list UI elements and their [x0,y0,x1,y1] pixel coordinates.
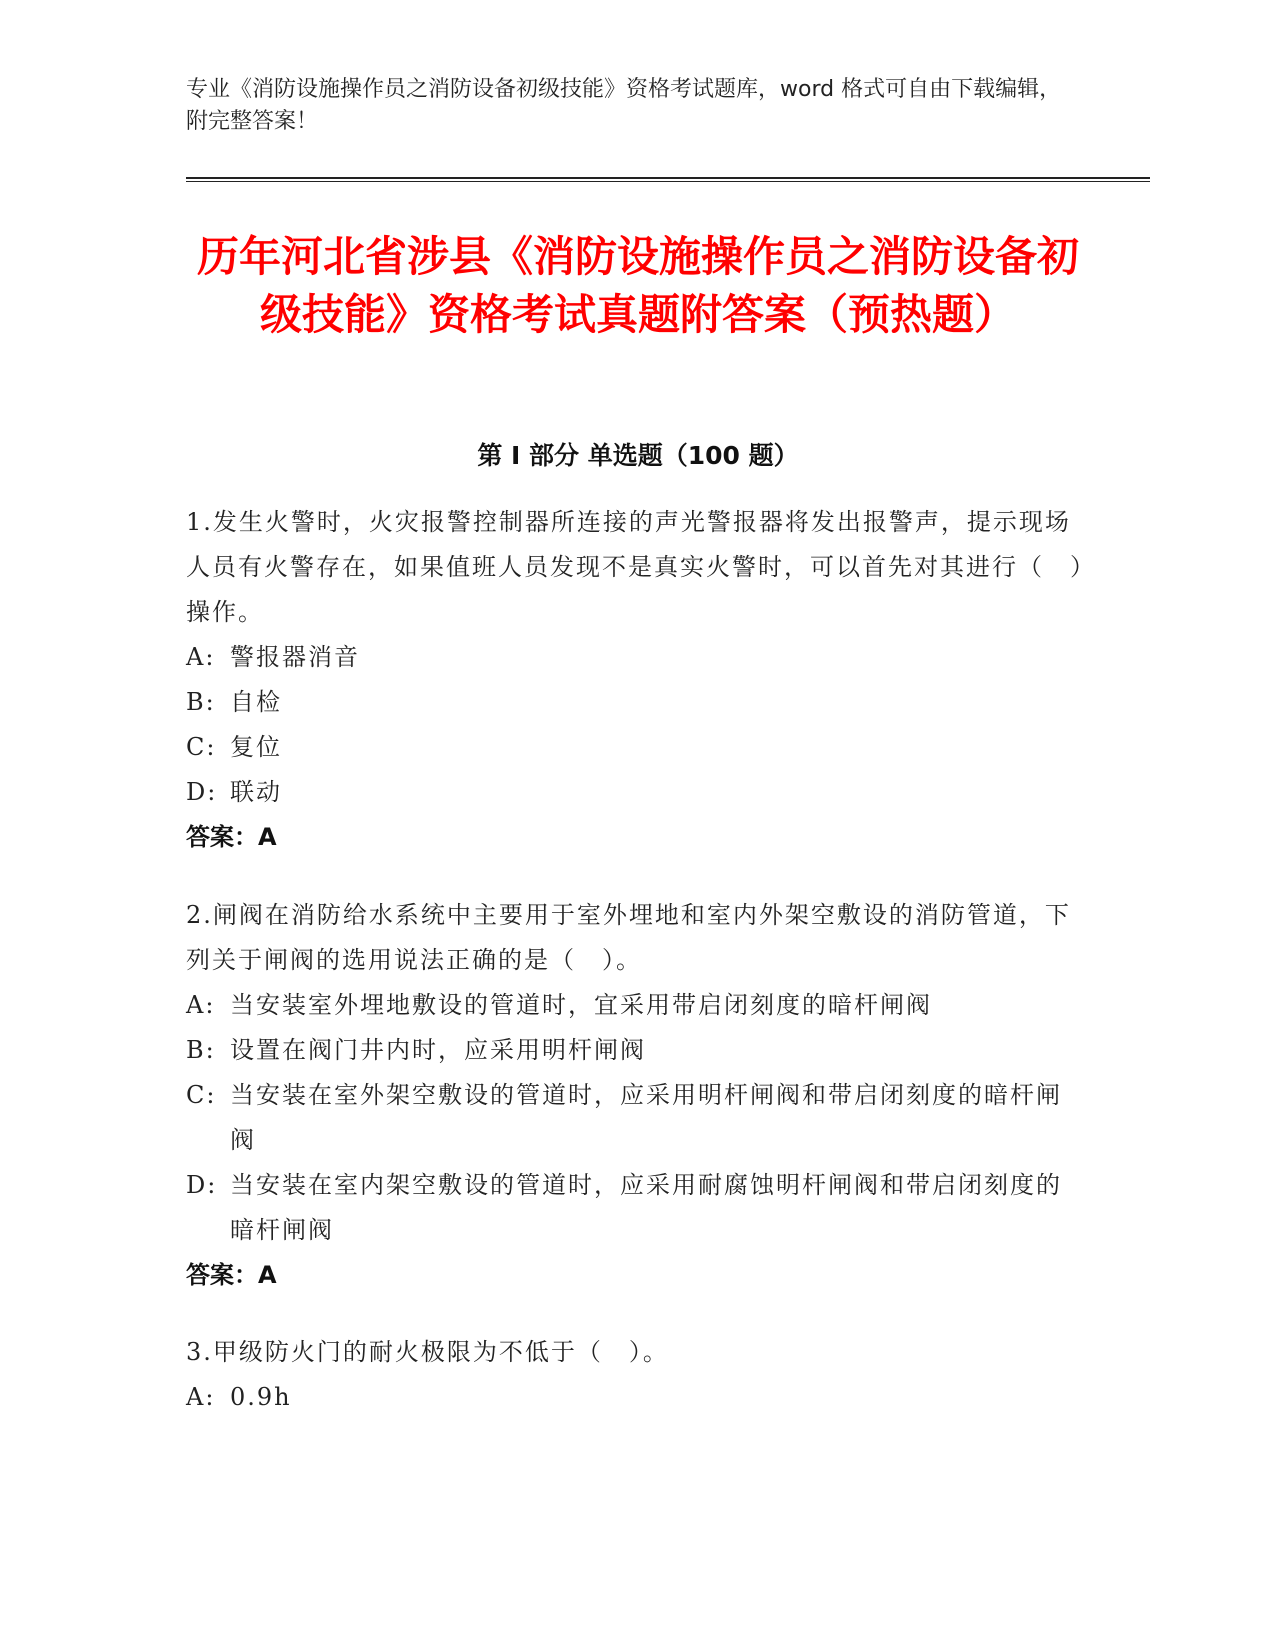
option-letter: B: [186,1036,216,1064]
option-text: 当安装室外埋地敷设的管道时，宜采用带启闭刻度的暗杆闸阀 [230,991,932,1019]
option-text: 复位 [230,733,282,761]
option-text: 联动 [230,778,282,806]
option-a [186,1375,1086,1420]
option-letter: A: [186,1383,216,1411]
question-3 [186,1330,1086,1420]
option-letter: D: [186,1171,218,1199]
option-d [186,770,1086,815]
option-text: 警报器消音 [230,643,360,671]
answer-line: 答案：A [186,823,277,851]
question-stem: 2.闸阀在消防给水系统中主要用于室外埋地和室内外架空敷设的消防管道，下列关于闸阀的选用说法正确的是（ ）。 [186,901,1071,974]
option-letter: A: [186,643,216,671]
header-note: 专业《消防设施操作员之消防设备初级技能》资格考试题库，word 格式可自由下载编辑，附完整答案！ [186,77,1062,134]
option-a [186,635,1086,680]
option-d [186,1163,1086,1253]
question-2 [186,893,1086,1298]
option-letter: D: [186,778,218,806]
option-letter: A: [186,991,216,1019]
option-text: 自检 [230,688,282,716]
header-rule [186,177,1150,179]
option-text: 当安装在室外架空敷设的管道时，应采用明杆闸阀和带启闭刻度的暗杆闸阀 [230,1081,1062,1154]
section-heading: 第 I 部分 单选题（100 题） [477,441,799,470]
question-stem: 3.甲级防火门的耐火极限为不低于（ ）。 [186,1338,669,1366]
option-text: 设置在阀门井内时，应采用明杆闸阀 [230,1036,646,1064]
option-text: 当安装在室内架空敷设的管道时，应采用耐腐蚀明杆闸阀和带启闭刻度的暗杆闸阀 [230,1171,1062,1244]
option-a [186,983,1086,1028]
option-letter: B: [186,688,216,716]
question-1 [186,500,1086,860]
option-b [186,680,1086,725]
document-title: 历年河北省涉县《消防设施操作员之消防设备初级技能》资格考试真题附答案（预热题） [196,232,1079,339]
answer-line: 答案：A [186,1261,277,1289]
option-text: 0.9h [230,1383,292,1411]
option-c [186,1073,1086,1163]
question-stem: 1.发生火警时，火灾报警控制器所连接的声光警报器将发出报警声，提示现场人员有火警存在，如果值班人员发现不是真实火警时，可以首先对其进行（ ）操作。 [186,508,1084,626]
header-rule-thin [186,181,1150,182]
option-letter: C: [186,1081,217,1109]
option-c [186,725,1086,770]
option-b [186,1028,1086,1073]
option-letter: C: [186,733,217,761]
